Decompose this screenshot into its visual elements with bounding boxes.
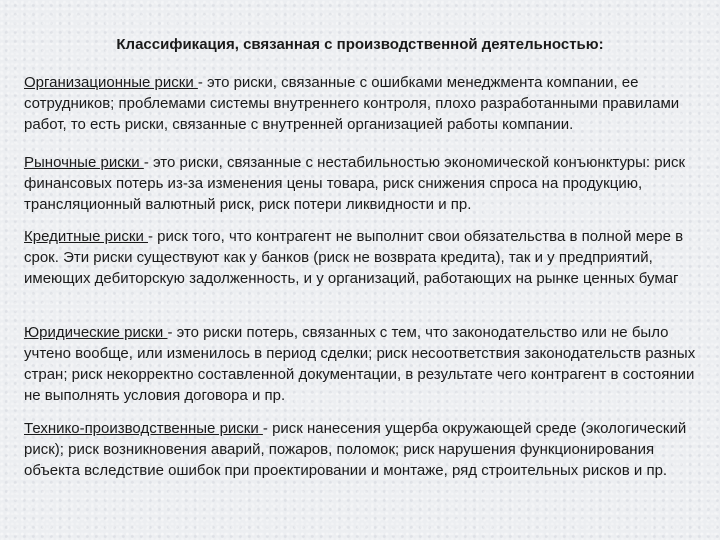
paragraph-credit-risks bbox=[24, 226, 708, 289]
term-credit-risks: Кредитные риски bbox=[24, 228, 148, 245]
term-legal-risks: Юридические риски bbox=[24, 324, 168, 341]
paragraph-legal-risks bbox=[24, 322, 708, 406]
paragraph-organizational-risks bbox=[24, 72, 708, 135]
definition-legal-risks: - это риски потерь, связанных с тем, что законодательство или не было учтено вообще, или изменилось в период сделки; риск несоответствия законодательств разных стран; риск некорректно составленной документации, в результате чего контрагент в состоянии не выполнять условия договора и пр. bbox=[24, 324, 696, 404]
term-technical-production-risks: Технико-производственные риски bbox=[24, 420, 263, 437]
definition-credit-risks: - риск того, что контрагент не выполнит свои обязательства в полной мере в срок. Эти риски существуют как у банков (риск не возврата кредита), так и у предприятий, имеющих дебиторскую задолженность, и у организаций, работающих на рынке ценных бумаг bbox=[24, 228, 684, 287]
paragraph-market-risks bbox=[24, 152, 708, 215]
slide-title: Классификация, связанная с производственной деятельностью: bbox=[116, 36, 604, 53]
term-organizational-risks: Организационные риски bbox=[24, 74, 198, 91]
definition-market-risks: - это риски, связанные с нестабильностью экономической конъюнктуры: риск финансовых потерь из-за изменения цены товара, риск снижения спроса на продукцию, трансляционный валютный риск, риск потери ликвидности и пр. bbox=[24, 154, 686, 213]
term-market-risks: Рыночные риски bbox=[24, 154, 144, 171]
definition-organizational-risks: - это риски, связанные с ошибками менеджмента компании, ее сотрудников; проблемами системы внутреннего контроля, плохо разработанными правилами работ, то есть риски, связанные с внутренней организацией работы компании. bbox=[24, 74, 680, 133]
paragraph-technical-production-risks bbox=[24, 418, 708, 481]
definition-technical-production-risks: - риск нанесения ущерба окружающей среде (экологический риск); риск возникновения аварий, пожаров, поломок; риск нарушения функционирования объекта вследствие ошибок при проектировании и монтаже, ряд строительных рисков и пр. bbox=[24, 420, 687, 479]
